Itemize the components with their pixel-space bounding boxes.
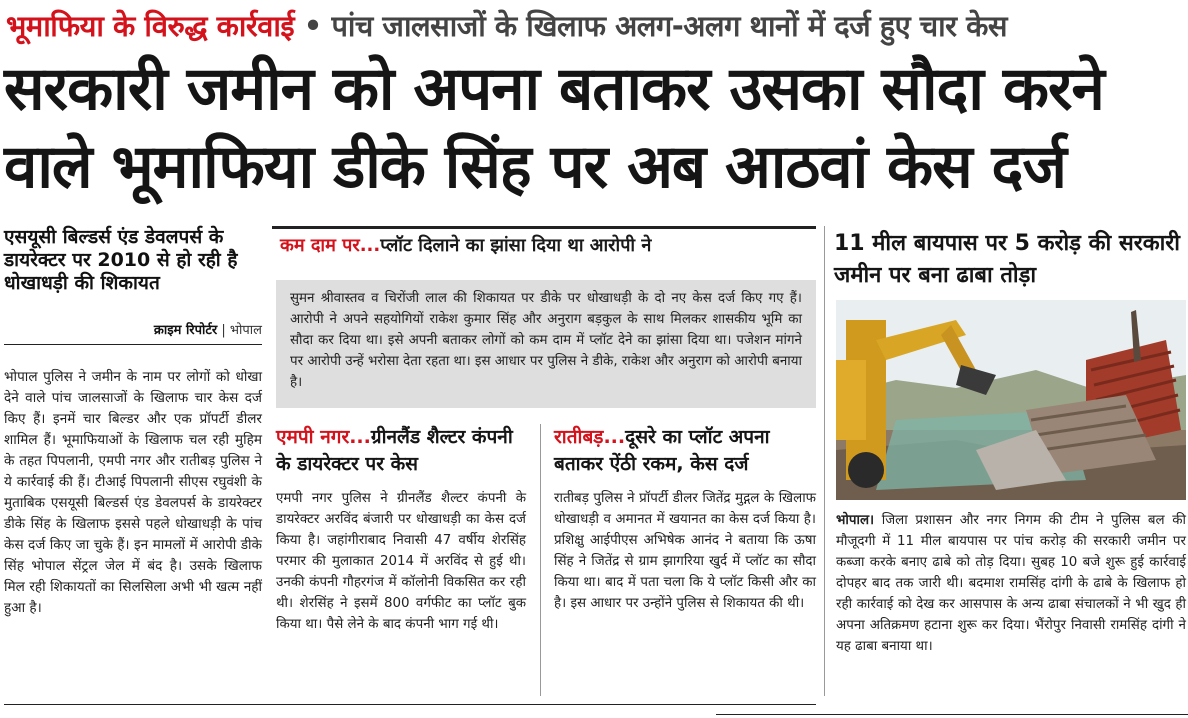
- kicker-bullet: •: [303, 9, 322, 43]
- center-box-body: सुमन श्रीवास्तव व चिरोंजी लाल की शिकायत पर डीके पर धोखाधड़ी के दो नए केस दर्ज किए गए हैं। आरोपी ने अपने सहयोगियों राकेश कुमार सिंह और अनुराग बड़कुल के साथ मिलकर शासकीय भूमि का सौदा कर दिया था। इसे अपनी बताकर लोगों को कम दाम में प्लॉट देने का झांसा दिया था। पजेशन मांगने पर आरोपी उन्हें भरोसा देता रहता था। इस आधार पर पुलिस ने डीके, राकेश और अनुराग को आरोपी बनाया है।: [290, 291, 803, 390]
- center-box-subhead: [280, 232, 810, 260]
- bottom-rule-left: [4, 704, 816, 705]
- column-divider: [540, 424, 541, 696]
- center-box-subhead-red: कम दाम पर...: [280, 235, 381, 256]
- right-column-divider: [824, 226, 825, 696]
- byline-divider: [4, 344, 262, 345]
- headline-line-2: वाले भूमाफिया डीके सिंह पर अब आठवां केस दर्ज: [4, 132, 1066, 202]
- byline-separator: |: [221, 323, 226, 338]
- mp-nagar-headline-red: एमपी नगर...: [276, 426, 371, 448]
- ratibad-headline-red: रातीबड़...: [554, 426, 626, 448]
- right-article: [836, 510, 1186, 657]
- kicker: [6, 4, 1186, 48]
- byline-place: भोपाल: [229, 323, 262, 338]
- right-article-dateline: भोपाल।: [836, 513, 875, 528]
- center-box-subhead-black: प्लॉट दिलाने का झांसा दिया था आरोपी ने: [380, 235, 652, 256]
- demolition-photo: [836, 300, 1186, 500]
- headline-line-1: सरकारी जमीन को अपना बताकर उसका सौदा करने: [4, 54, 1104, 124]
- mp-nagar-body: एमपी नगर पुलिस ने ग्रीनलैंड शैल्टर कंपनी के डायरेक्टर अरविंद बंजारी पर धोखाधड़ी का केस दर्ज किया है। जहांगीराबाद निवासी 47 वर्षीय शेरसिंह परमार की मुलाकात 2014 में अरविंद से हुई थी। उनकी कंपनी गौहरगंज में कॉलोनी विकसित कर रही थी। शेरसिंह ने इसमें 800 वर्गफीट का प्लॉट बुक किया था। पैसे लेने के बाद कंपनी भाग गई थी।: [276, 491, 526, 632]
- ratibad-headline-black: दूसरे का प्लॉट अपना बताकर ऐंठी रकम, केस दर्ज: [554, 426, 770, 475]
- right-article-body: जिला प्रशासन और नगर निगम की टीम ने पुलिस बल की मौजूदगी में 11 मील बायपास पर पांच करोड़ की सरकारी जमीन पर कब्जा करके बनाए ढाबे को तोड़ दिया। सुबह 10 बजे शुरू हुई कार्रवाई दोपहर बाद तक जारी थी। बदमाश रामसिंह दांगी के ढाबे के खिलाफ हो रही कार्रवाई को देख कर आसपास के अन्य ढाबा संचालकों ने भी खुद ही अपना अतिक्रमण हटाना शुरू कर दिया। भैंरोपुर निवासी रामसिंह दांगी ने यह ढाबा बनाया था।: [836, 513, 1186, 654]
- mp-nagar-headline: [276, 424, 526, 478]
- byline-label: क्राइम रिपोर्टर: [153, 323, 218, 338]
- center-box-top-rule: [272, 226, 816, 229]
- ratibad-body: रातीबड़ पुलिस ने प्रॉपर्टी डीलर जितेंद्र मुद्गल के खिलाफ धोखाधड़ी व अमानत में खयानत का केस दर्ज किया है। प्रशिक्षु आईपीएस अभिषेक आनंद ने बताया कि ऊषा सिंह ने जितेंद्र से ग्राम झागरिया खुर्द में प्लॉट का सौदा किया था। बाद में पता चला कि ये प्लॉट किसी और का है। इस आधार पर उन्होंने पुलिस से शिकायत की थी।: [554, 491, 816, 611]
- center-box: [272, 226, 816, 408]
- center-box-tinted-panel: [276, 280, 816, 408]
- kicker-label: भूमाफिया के विरुद्ध कार्रवाई: [6, 9, 295, 43]
- kicker-text: पांच जालसाजों के खिलाफ अलग-अलग थानों में दर्ज हुए चार केस: [331, 9, 1008, 43]
- ratibad-headline: [554, 424, 816, 478]
- main-headline: [4, 50, 1188, 206]
- bottom-rule-right: [716, 714, 1188, 715]
- left-subheadline: एसयूसी बिल्डर्स एंड डेवलपर्स के डायरेक्टर पर 2010 से हो रही है धोखाधड़ी की शिकायत: [4, 226, 238, 294]
- demolition-photo-image: [836, 300, 1186, 500]
- left-article-body: भोपाल पुलिस ने जमीन के नाम पर लोगों को धोखा देने वाले पांच जालसाजों के खिलाफ चार केस दर्ज किए हैं। इनमें चार बिल्डर और एक प्रॉपर्टी डीलर शामिल हैं। भूमाफियाओं के खिलाफ चल रही मुहिम के तहत पिपलानी, एमपी नगर और रातीबड़ पुलिस ने ये कार्रवाई की हैं। टीआई पिपलानी सीएस रघुवंशी के मुताबिक एसयूसी बिल्डर्स एंड डेवलपर्स के डायरेक्टर डीके सिंह के खिलाफ इससे पहले धोखाधड़ी के पांच केस दर्ज किए जा चुके हैं। इन मामलों में आरोपी डीके सिंह भोपाल सेंट्रल जेल में बंद है। उसके खिलाफ मिल रही शिकायतों का सिलसिला अभी भी खत्म नहीं हुआ है।: [4, 369, 262, 616]
- right-headline: 11 मील बायपास पर 5 करोड़ की सरकारी जमीन पर बना ढाबा तोड़ा: [834, 231, 1181, 288]
- byline: [4, 320, 262, 338]
- mp-nagar-headline-black: ग्रीनलैंड शैल्टर कंपनी के डायरेक्टर पर केस: [276, 426, 513, 475]
